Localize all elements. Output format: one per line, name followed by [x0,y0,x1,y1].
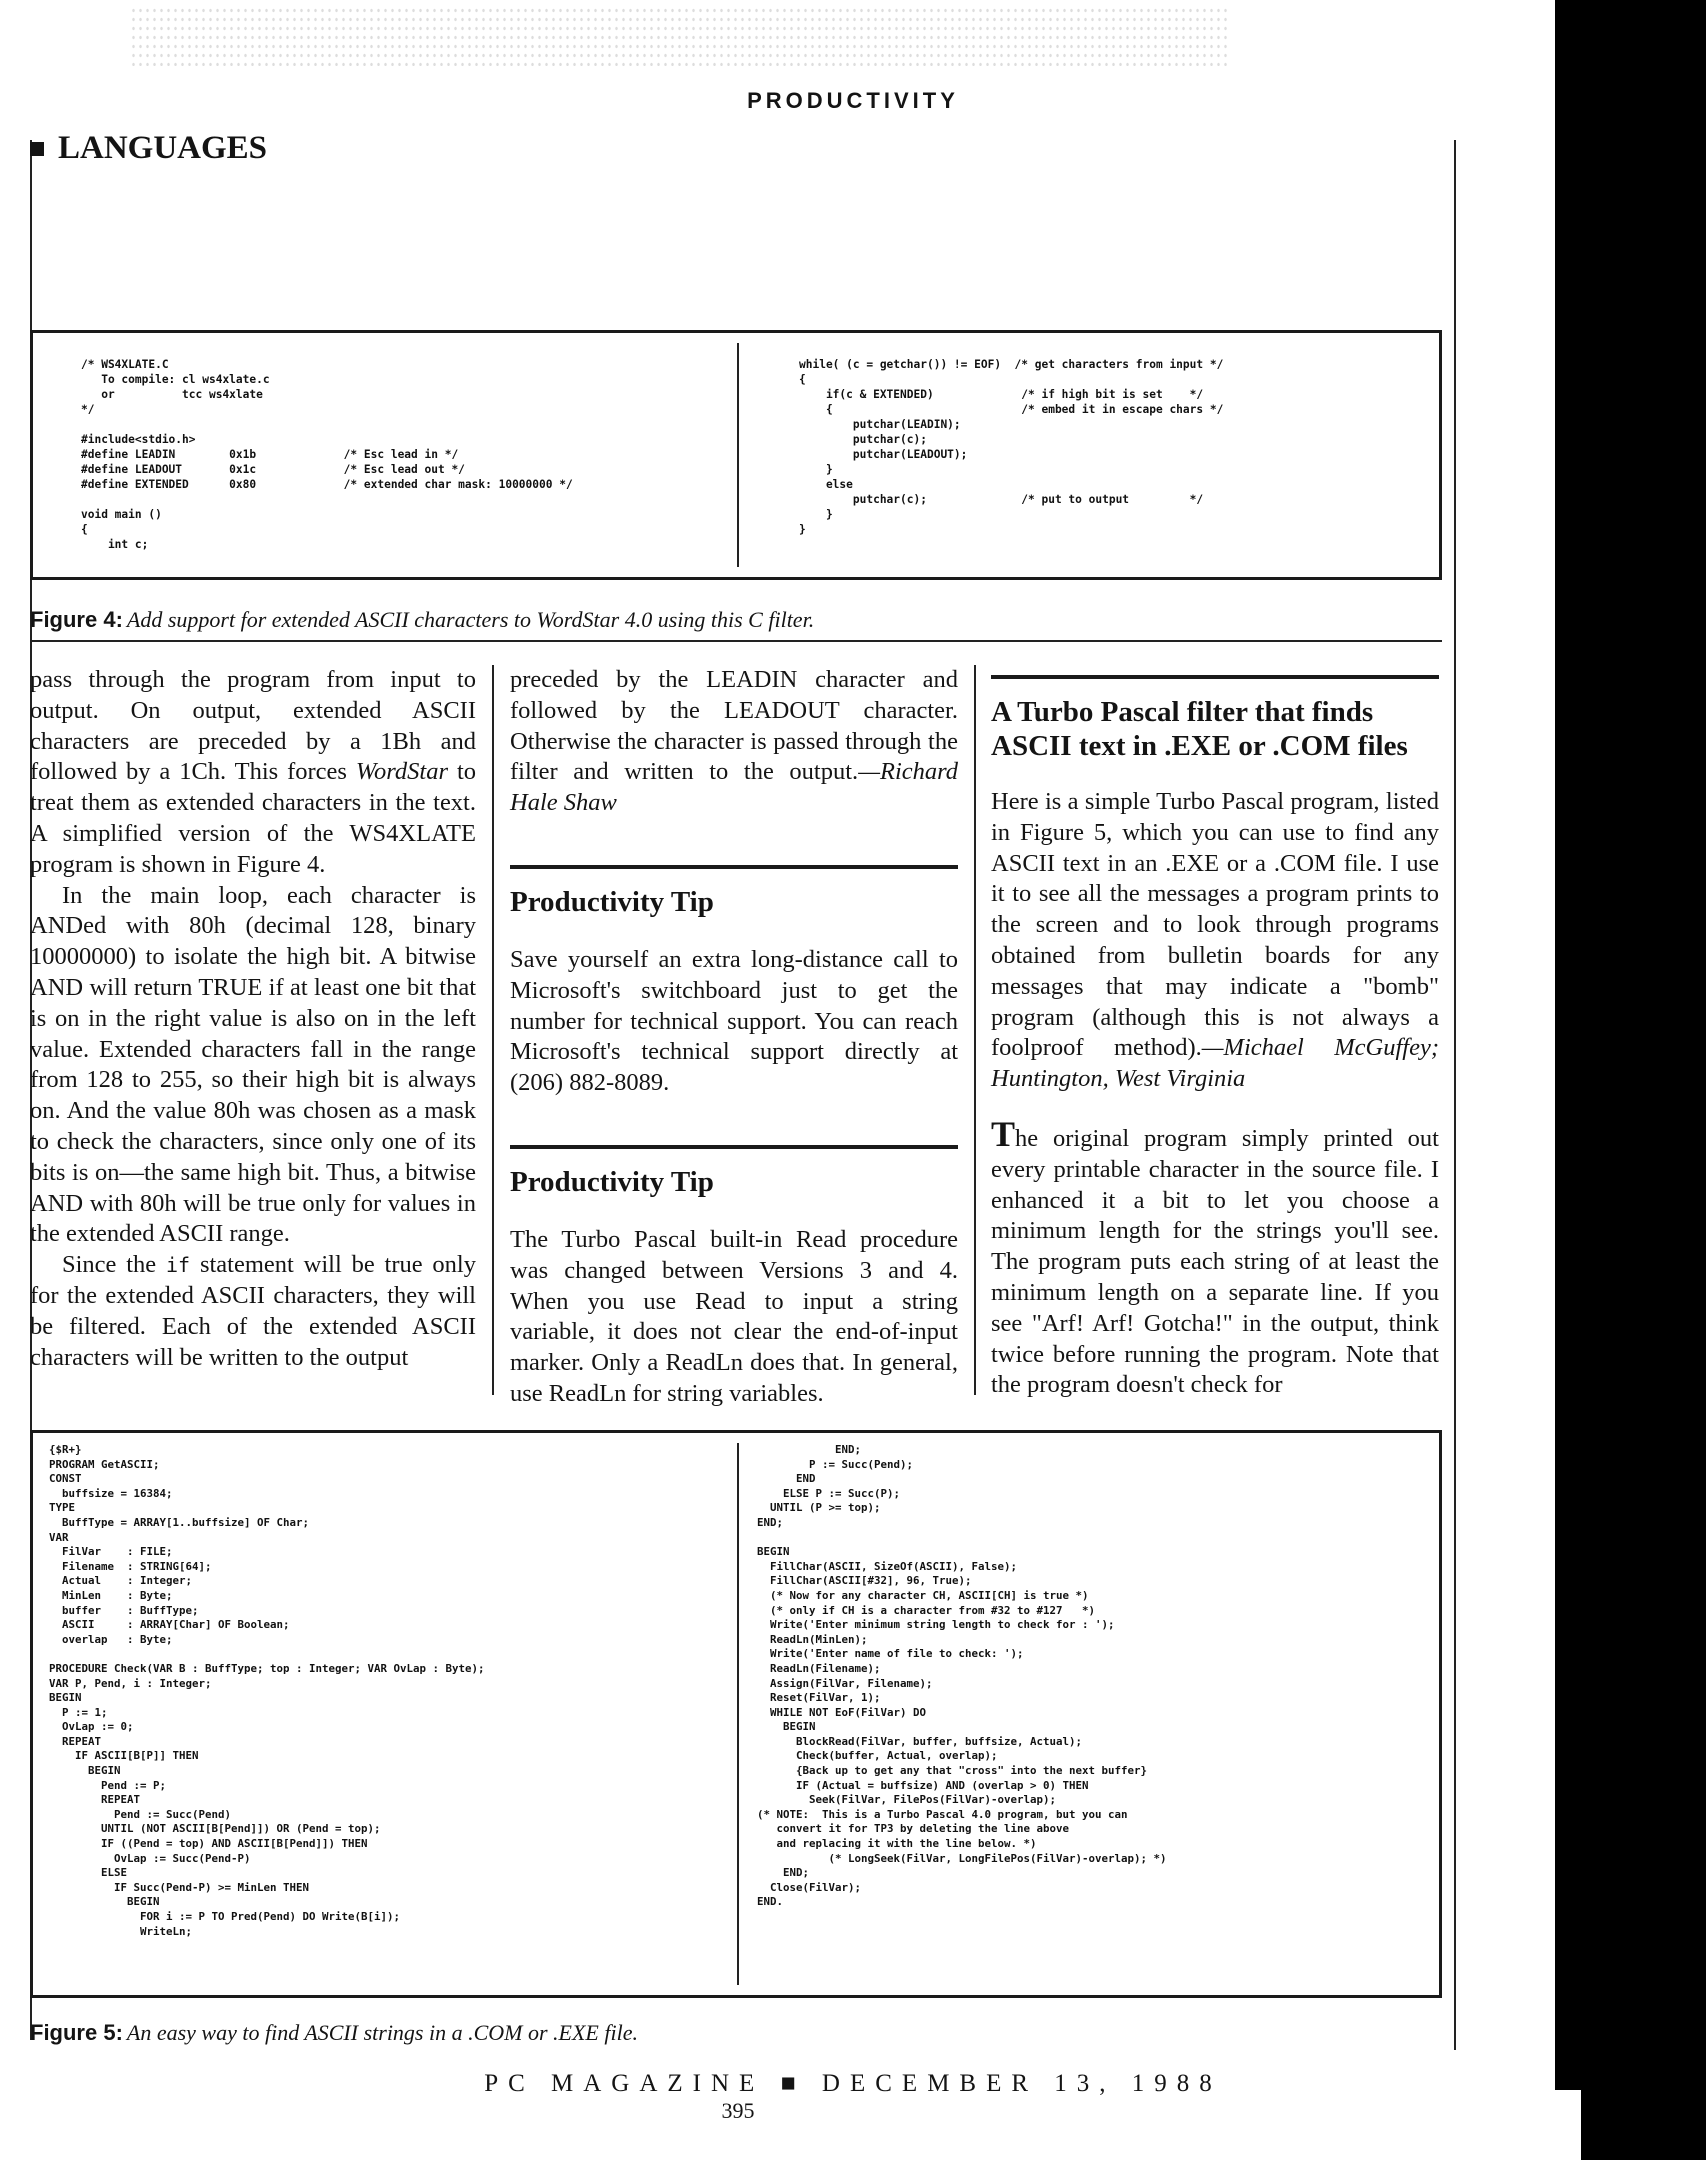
figure4-caption-label: Figure 4: [30,607,123,632]
figure5-caption [30,2020,638,2046]
figure4-caption-text: Add support for extended ASCII characters to WordStar 4.0 using this C filter. [126,607,815,632]
col1-paragraph-2: In the main loop, each character is ANDed with 80h (decimal 128, binary 10000000) to isolate the high bit. A bitwise AND will return TRUE if at least one bit that is on in the right value is also on in the left value. Extended characters fall in the range from 128 to 255, so their high bit is always on. And the value 80h was chosen as a mask to check the characters, since only one of its bits is on—the same high bit. Thus, a bitwise AND with 80h will be true only for values in the extended ASCII range. [30,881,476,1248]
tip2-title: Productivity Tip [510,1165,714,1198]
col2-paragraph-1 [510,665,958,819]
scan-edge-bar [1555,0,1706,2160]
figure5-caption-text: An easy way to find ASCII strings in a .COM or .EXE file. [126,2020,638,2045]
figure5-code-box [30,1430,1442,1998]
column-rule-2 [974,665,976,1395]
article-column-1 [30,665,476,1373]
column-rule-1 [492,665,494,1395]
figure4-code-right: while( (c = getchar()) != EOF) /* get characters from input */ { if(c & EXTENDED) /* if high bit is set */ { /* embed it in escape chars */ putchar(LEADIN); putchar(c); putchar(LEADOUT); } else putchar(c); /* put to output */ } } [799,358,1224,536]
figure4-divider [737,343,739,567]
tip2-text: The Turbo Pascal built-in Read procedure was changed between Versions 3 and 4. When you use Read to input a string variable, it does not clear the end-of-input marker. Only a ReadLn does that. In general, use ReadLn for string variables. [510,1225,958,1407]
figure5-code-right: END; P := Succ(Pend); END ELSE P := Succ(P); UNTIL (P >= top); END; BEGIN FillChar(ASCII, SizeOf(ASCII), False); FillChar(ASCII[#32], 96, True); (* Now for any character CH, ASCII[CH] is true *) (* only if CH is a character from #32 to #127 *) Write('Enter minimum string length to check for : '); ReadLn(MinLen); Write('Enter name of file to check: '); ReadLn(Filename); Assign(FilVar, Filename); Reset(FilVar, 1); WHILE NOT EoF(FilVar) DO BEGIN BlockRead(FilVar, buffer, buffsize, Actual); Check(buffer, Actual, overlap); {Back up to get any that "cross" into the next buffer} IF (Actual = buffsize) AND (overlap > 0) THEN Seek(FilVar, FilePos(FilVar)-overlap); (* NOTE: This is a Turbo Pascal 4.0 program, but you can convert it for TP3 by deleting the line above and replacing it with the line below. *) (* LongSeek(FilVar, LongFilePos(FilVar)-overlap); *) END; Close(FilVar); END. [757,1443,1167,1909]
department-heading [30,130,267,167]
figure4-code-box [30,330,1442,580]
page-number: 395 [721,2098,755,2123]
col1-paragraph-1 [30,665,476,881]
article-column-3 [991,675,1439,1401]
magazine-footer: PC MAGAZINE ■ DECEMBER 13, 1988 [484,2070,1222,2097]
scan-edge-gap [1555,2090,1581,2160]
col1-p3-code: if [166,1253,191,1278]
col1-p1-emphasis: WordStar [355,758,449,786]
col3-p1-text: Here is a simple Turbo Pascal program, listed in Figure 5, which you can use to find any ASCII text in an .EXE or a .COM file. I use it to see all the messages a program prints to the screen and to look through programs obtained from bulletin boards for any messages that may indicate a "bomb" program (although this is not always a foolproof method). [991,788,1439,1062]
tip2-rule [510,1145,958,1149]
box-title: A Turbo Pascal filter that finds ASCII text in .EXE or .COM files [991,696,1408,762]
col1-p3-end: statement will be true only for the extended ASCII characters, they will be filtered. Each of the extended ASCII characters will be written to the output [30,1251,476,1371]
col3-dropcap: T [991,1113,1016,1154]
col3-paragraph-2 [991,1113,1439,1401]
figure5-divider [737,1443,739,1985]
figure4-code-left: /* WS4XLATE.C To compile: cl ws4xlate.c or tcc ws4xlate */ #include<stdio.h> #define LEADIN 0x1b /* Esc lead in */ #define LEADOUT 0x1c /* Esc lead out */ #define EXTENDED 0x80 /* extended char mask: 10000000 */ void main () { int c; [81,358,573,551]
col1-p1-text: pass through the program from input to output. On output, extended ASCII characters are preceded by a 1Bh and followed by a 1Ch. This forces [30,666,476,786]
tip1-rule [510,865,958,869]
figure5-caption-label: Figure 5: [30,2020,123,2045]
col1-p1-end: to treat them as extended characters in the text. A simplified version of the WS4XLATE program is shown in Figure 4. [30,758,477,878]
col2-byline: —Richard Hale Shaw [510,758,958,817]
col2-p1-text: preceded by the LEADIN character and followed by the LEADOUT character. Otherwise the character is passed through the filter and written to the output. [510,666,958,786]
section-header: PRODUCTIVITY [747,88,959,113]
scan-artifact [130,6,1230,66]
box-rule [991,675,1439,679]
col3-p2-text: he original program simply printed out every printable character in the source file. I enhanced it a bit to let you choose a minimum length for the strings you'll see. The program puts each string of at least the minimum length on a separate line. If you see "Arf! Arf! Gotcha!" in the output, think twice before running the program. Note that the program doesn't check for [991,1124,1439,1399]
col3-byline: —Michael McGuffey; Huntington, West Virginia [991,1034,1439,1093]
bullet-square-icon [30,142,44,156]
right-margin-rule [1454,140,1456,2050]
figure5-code-left: {$R+} PROGRAM GetASCII; CONST buffsize = 16384; TYPE BuffType = ARRAY[1..buffsize] OF Char; VAR FilVar : FILE; Filename : STRING[64]; Actual : Integer; MinLen : Byte; buffer : BuffType; ASCII : ARRAY[Char] OF Boolean; overlap : Byte; PROCEDURE Check(VAR B : BuffType; top : Integer; VAR OvLap : Byte); VAR P, Pend, i : Integer; BEGIN P := 1; OvLap := 0; REPEAT IF ASCII[B[P]] THEN BEGIN Pend := P; REPEAT Pend := Succ(Pend) UNTIL (NOT ASCII[B[Pend]]) OR (Pend = top); IF ((Pend = top) AND ASCII[B[Pend]]) THEN OvLap := Succ(Pend-P) ELSE IF Succ(Pend-P) >= MinLen THEN BEGIN FOR i := P TO Pred(Pend) DO Write(B[i]); WriteLn; [49,1443,485,1938]
col1-paragraph-3 [30,1250,476,1373]
figure4-caption [30,607,814,633]
tip1-text: Save yourself an extra long-distance call to Microsoft's switchboard just to get the number for technical support. You can reach Microsoft's technical support directly at (206) 882-8089. [510,945,958,1097]
figure4-rule [30,640,1442,642]
tip1-title: Productivity Tip [510,885,714,918]
col3-paragraph-1 [991,787,1439,1095]
department-label: LANGUAGES [58,130,268,166]
article-column-2 [510,665,958,1410]
col1-p3-start: Since the [62,1251,157,1279]
